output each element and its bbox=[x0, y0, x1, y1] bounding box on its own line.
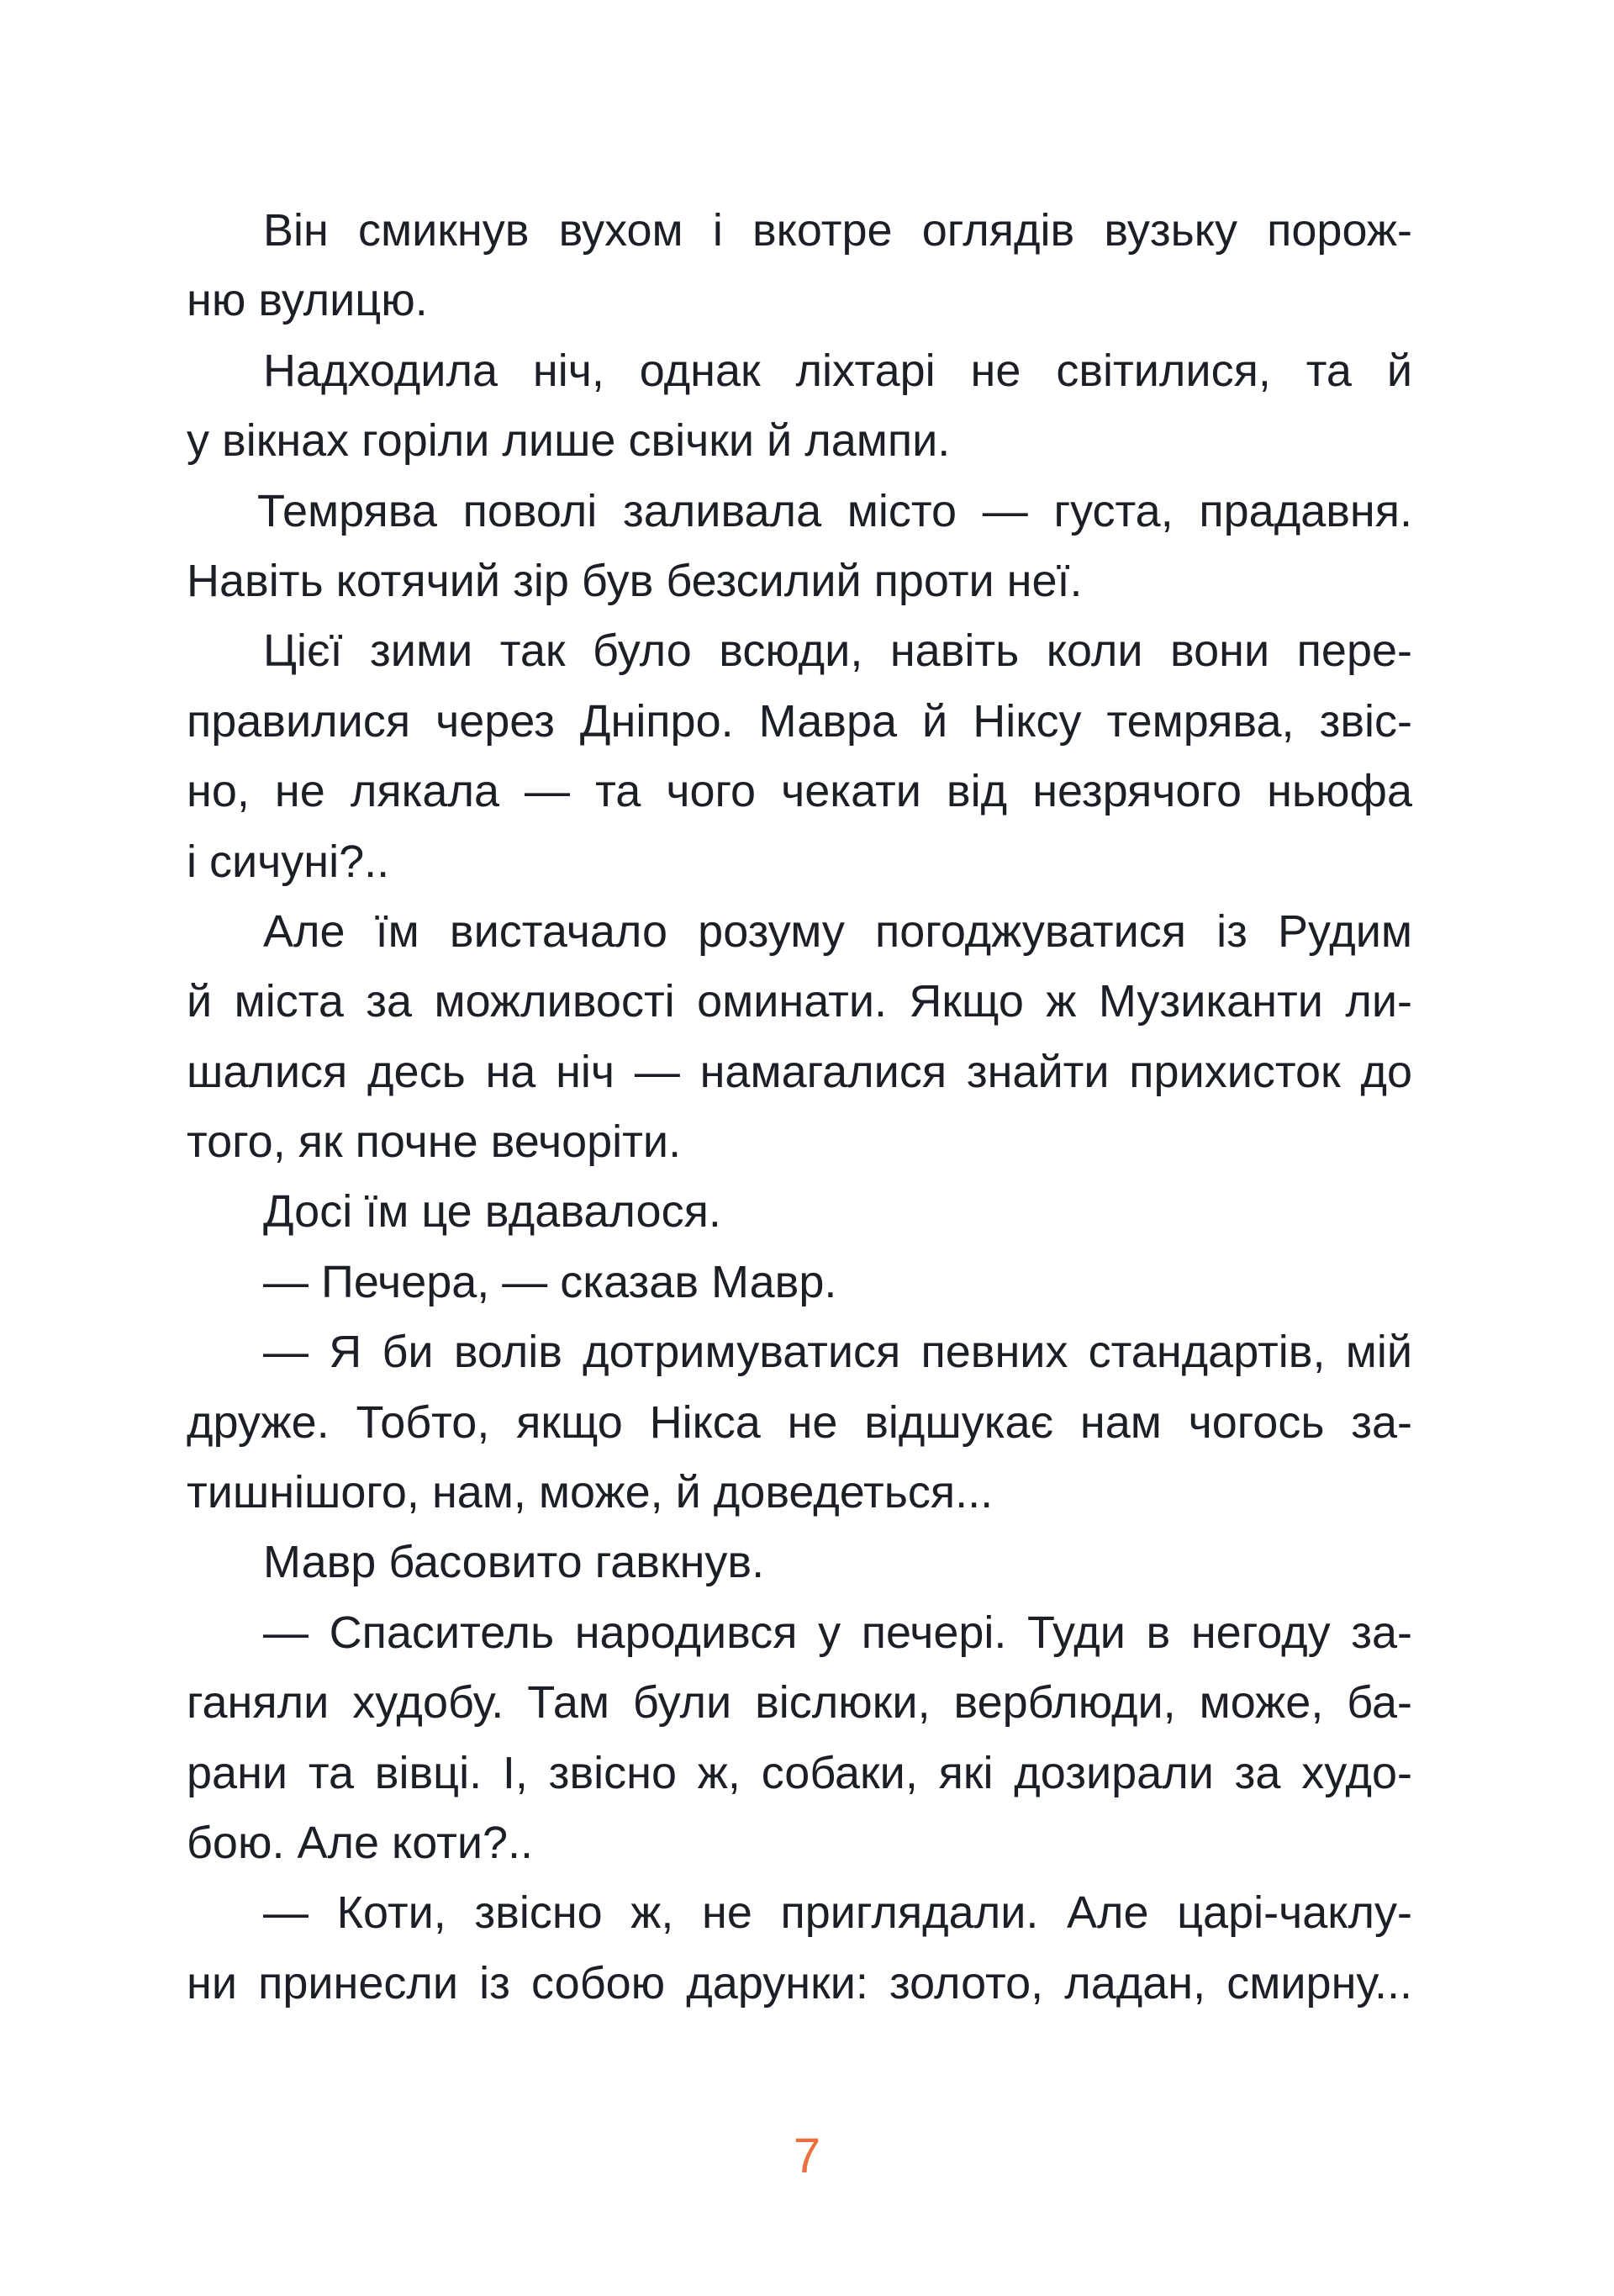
paragraph bbox=[187, 616, 1412, 897]
dialogue-paragraph bbox=[187, 1598, 1412, 1879]
text-line: — Спаситель народився у печері. Туди в негоду за- bbox=[263, 1607, 1412, 1658]
text-line: правилися через Дніпро. Мавра й Ніксу темрява, звіс- bbox=[187, 695, 1412, 747]
paragraph bbox=[187, 1528, 1412, 1597]
text-line: Він смикнув вухом і вкотре оглядів вузьку порож- bbox=[263, 205, 1412, 256]
text-line: Досі їм це вдавалося. bbox=[263, 1186, 721, 1238]
text-line: Темрява поволі заливала місто — густа, прадавня. bbox=[257, 485, 1412, 536]
text-line: Мавр басовито гавкнув. bbox=[263, 1537, 765, 1588]
text-line: друже. Тобто, якщо Нікса не відшукає нам чогось за- bbox=[187, 1396, 1412, 1448]
body-text bbox=[187, 196, 1412, 2019]
text-line: тишнішого, нам, може, й доведеться... bbox=[187, 1467, 994, 1518]
dialogue-paragraph bbox=[187, 1317, 1412, 1528]
paragraph bbox=[187, 897, 1412, 1178]
text-line: Цієї зими так було всюди, навіть коли вони пере- bbox=[263, 625, 1412, 677]
text-line: і сичуні?.. bbox=[187, 836, 390, 887]
dialogue-paragraph bbox=[187, 1248, 1412, 1317]
text-line: — Коти, звісно ж, не приглядали. Але царі-чаклу- bbox=[263, 1887, 1412, 1939]
text-line: Але їм вистачало розуму погоджуватися із Рудим bbox=[263, 905, 1412, 957]
paragraph bbox=[187, 477, 1412, 617]
dialogue-paragraph bbox=[187, 1878, 1412, 2019]
page-number: 7 bbox=[793, 2129, 821, 2183]
text-line: Навіть котячий зір був безсилий проти неї. bbox=[187, 555, 1083, 606]
text-line: у вікнах горіли лише свічки й лампи. bbox=[187, 415, 951, 467]
text-line: того, як почне вечоріти. bbox=[187, 1116, 682, 1168]
text-line: бою. Але коти?.. bbox=[187, 1817, 534, 1868]
text-line: ганяли худобу. Там були віслюки, верблюди, може, ба- bbox=[187, 1677, 1412, 1729]
text-line: — Я би волів дотримуватися певних стандартів, мій bbox=[263, 1327, 1412, 1378]
text-line: рани та вівці. І, звісно ж, собаки, які дозирали за худо- bbox=[187, 1747, 1412, 1798]
text-line: шалися десь на ніч — намагалися знайти прихисток до bbox=[187, 1046, 1412, 1097]
paragraph bbox=[187, 336, 1412, 477]
text-line: но, не лякала — та чого чекати від незрячого ньюфа bbox=[187, 766, 1412, 817]
paragraph bbox=[187, 196, 1412, 336]
paragraph bbox=[187, 1177, 1412, 1247]
text-line: й міста за можливості оминати. Якщо ж Музиканти ли- bbox=[187, 976, 1412, 1027]
text-line: ню вулицю. bbox=[187, 275, 428, 326]
text-line: Надходила ніч, однак ліхтарі не світилися, та й bbox=[263, 345, 1412, 396]
text-line: — Печера, — сказав Мавр. bbox=[263, 1256, 837, 1307]
text-line: ни принесли із собою дарунки: золото, ладан, смирну... bbox=[187, 1957, 1412, 2008]
